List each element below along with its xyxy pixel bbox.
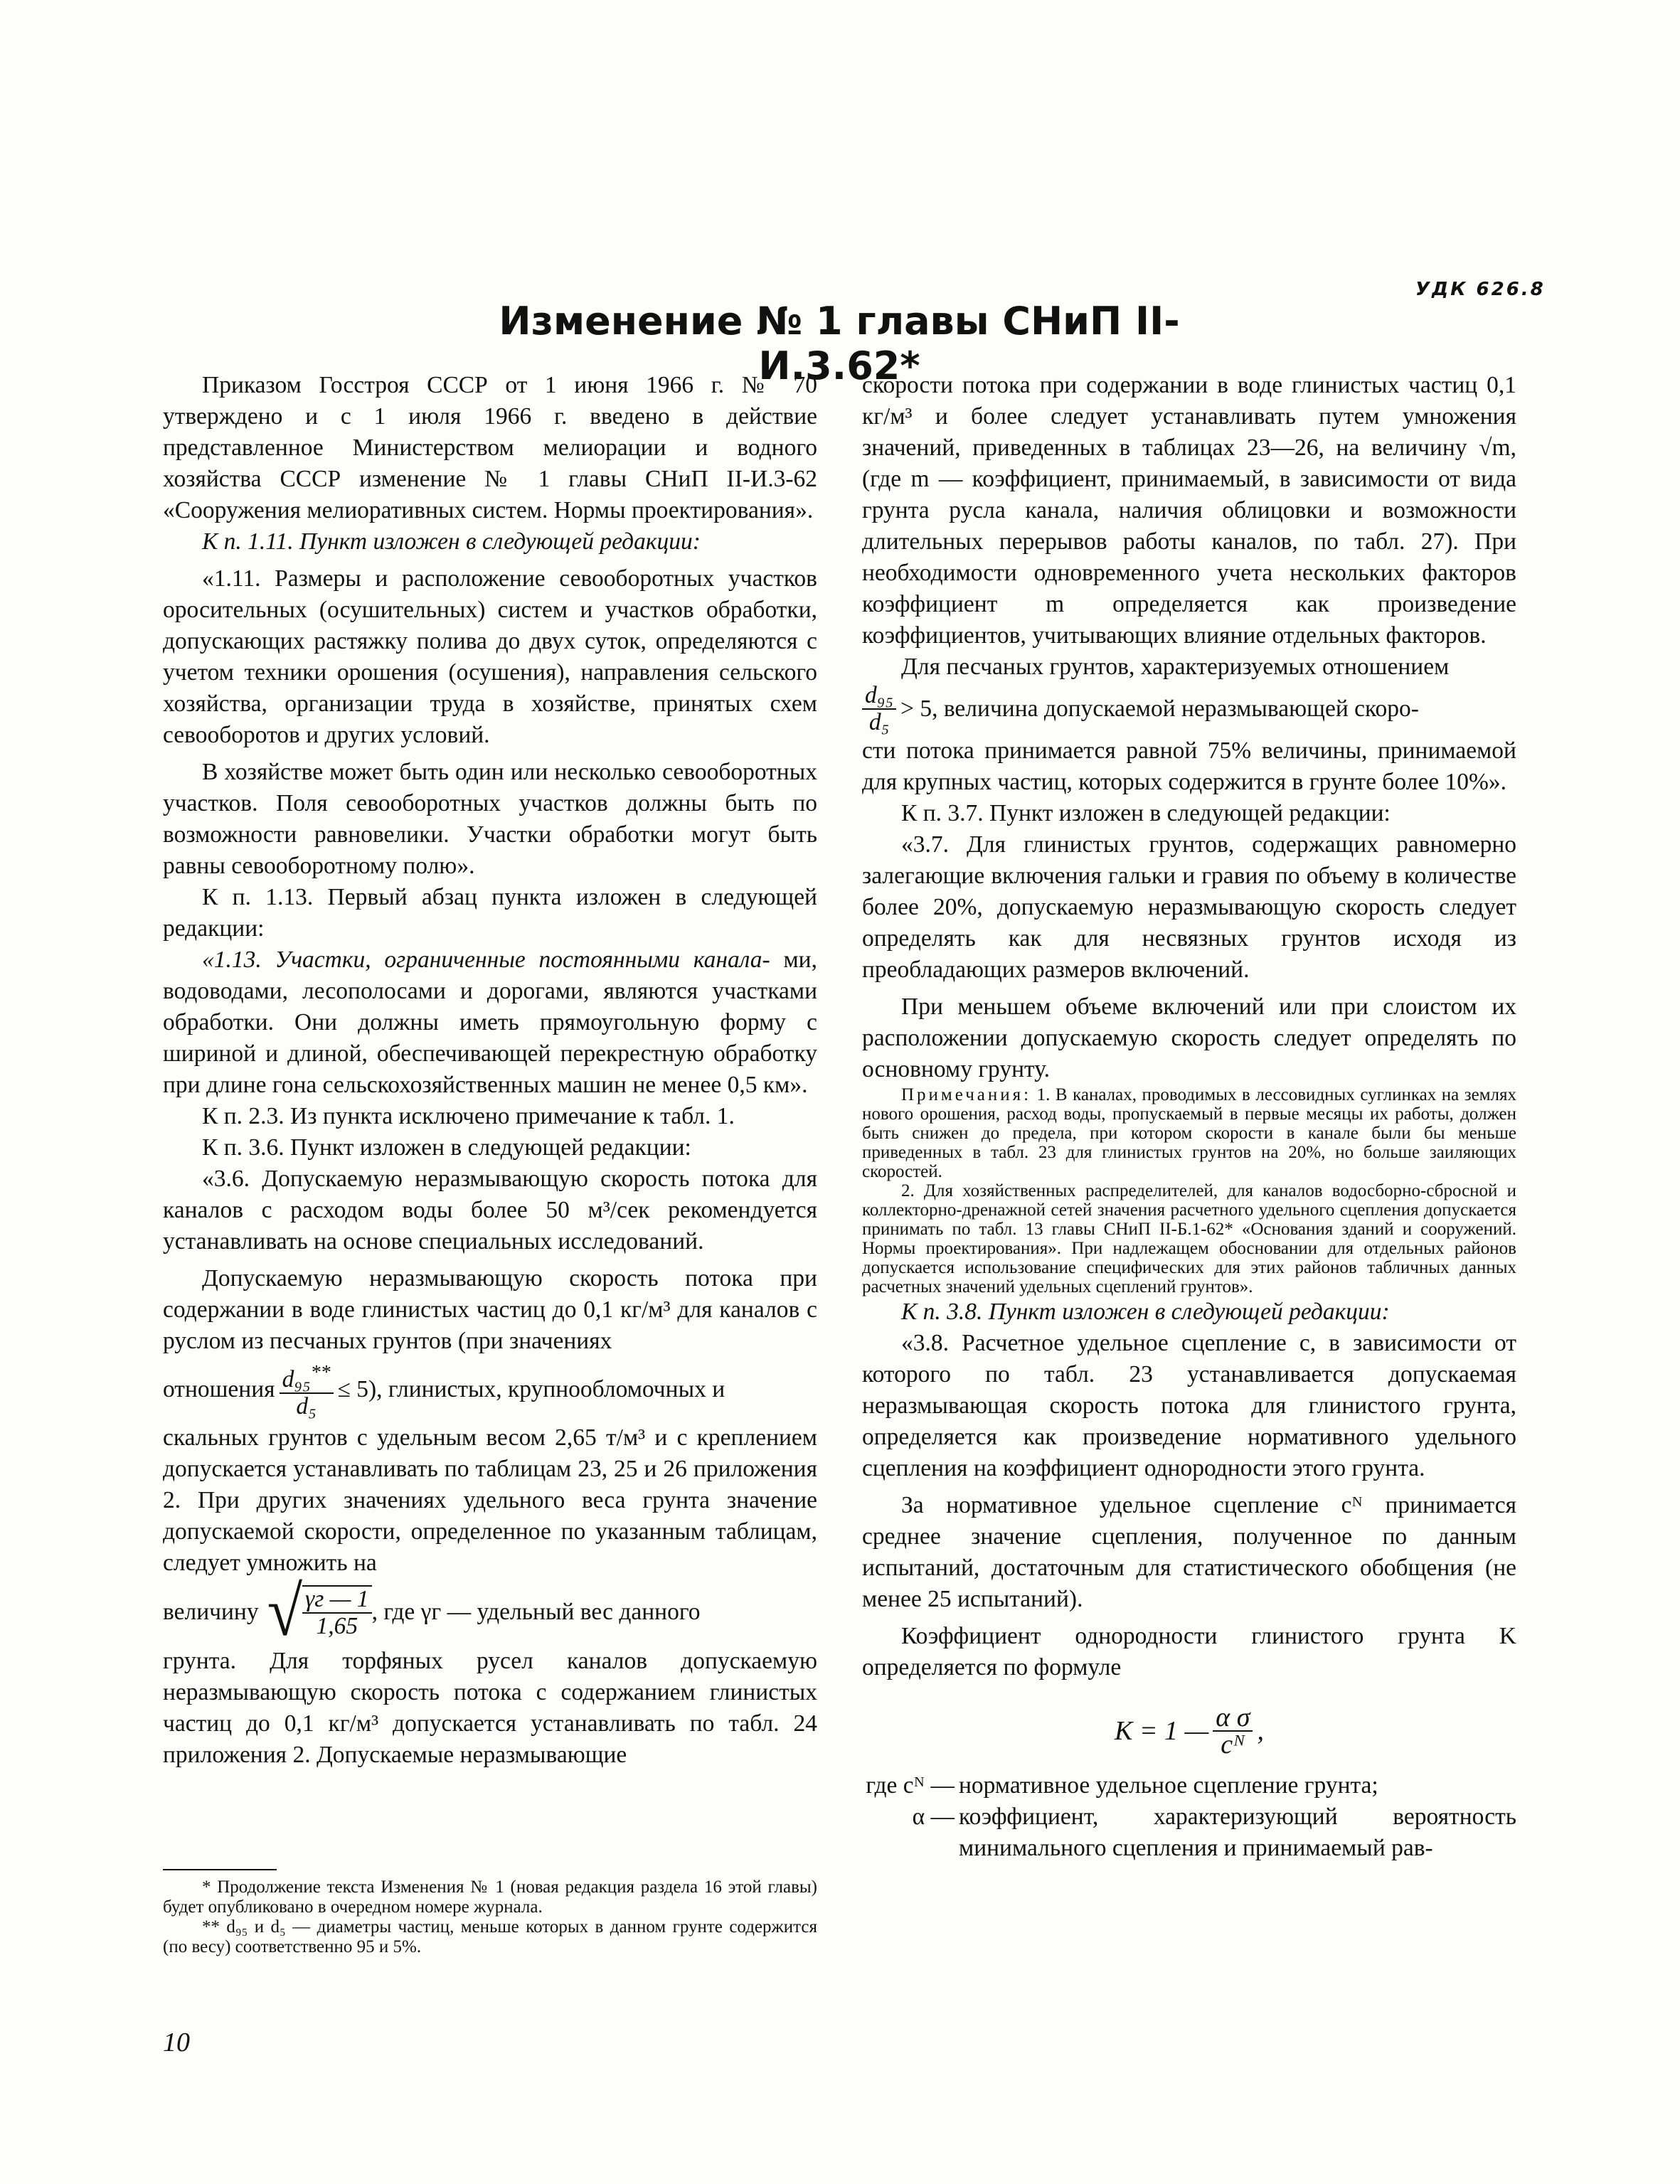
paragraph: скальных грунтов с удельным весом 2,65 т/м³ и с креплением допускается устанавливать по таблицам 23, 25 и 26 приложения 2. При других значениях удельного веса грунта значение допускаемой скорости, определенное по указанным таблицам, следует умножить на [163,1424,817,1577]
paragraph: «3.6. Допускаемую неразмывающую скорость потока для каналов с расходом воды более 50 м³/сек рекомендуется устанавливать на основе специальных исследований. [163,1166,817,1255]
fraction-denominator: d₅ [296,1393,317,1420]
footnote: ** d₉₅ и d₅ — диаметры частиц, меньше которых в данном грунте содержится (по весу) соответственно 95 и 5%. [163,1917,817,1956]
paragraph: Приказом Госстроя СССР от 1 июня 1966 г. № 70 утверждено и с 1 июля 1966 г. введено в действие представленное Министерством мелиорации и водного хозяйства СССР изменение № 1 главы СНиП II-И.3-62 «Сооружения мелиоративных систем. Нормы проектирования». [163,372,817,523]
paragraph: При меньшем объеме включений или при слоистом их расположении допускаемую скорость следует определять по основному грунту. [862,994,1516,1082]
paragraph: Допускаемую неразмывающую скорость потока при содержании в воде глинистых частиц до 0,1 кг/м³ для каналов с руслом из песчаных грунтов (при значениях [163,1265,817,1354]
ratio-formula-line [862,683,1516,735]
formula-prefix: величину [163,1599,259,1626]
formula-lhs: K = 1 — [1115,1716,1209,1746]
footnotes [163,1877,817,1957]
formula-suffix: , где γг — удельный вес данного [371,1599,701,1626]
fraction-footnote-mark: ** [310,1361,331,1383]
formula-suffix: > 5, величина допускаемой неразмывающей скоро- [900,696,1419,722]
definition-row [862,1801,1516,1864]
page-title: Изменение № 1 главы СНиП II-И.3.62* [499,299,1180,388]
paragraph: «1.11. Размеры и расположение севооборотных участков оросительных (осушительных) систем и участков обработки, допускающих растяжку полива до двух суток, определяются с учетом техники орошения (осушения), направления сельского хозяйства, организации труда в хозяйстве, принятых схем севооборотов и других условий. [163,565,817,748]
ratio-formula-line [163,1360,817,1419]
paragraph: За нормативное удельное сцепление сᴺ принимается среднее значение сцепления, полученное по данным испытаний, достаточным для статистического обобщения (не менее 25 испытаний). [862,1492,1516,1612]
paragraph-em: «1.13. Участки, ограниченные постоянными канала- [202,947,770,973]
footnote: * Продолжение текста Изменения № 1 (новая редакция раздела 16 этой главы) будет опубликовано в очередном номере журнала. [163,1877,817,1917]
formula-numerator: α σ [1213,1705,1253,1732]
ratio-fraction [280,1360,334,1419]
paragraph: «3.8. Расчетное удельное сцепление с, в зависимости от которого по табл. 23 устанавливается допускаемая неразмывающая скорость потока для глинистого грунта, определяется как произведение нормативного удельного сцепления на коэффициент однородности этого грунта. [862,1330,1516,1481]
definition-symbol: α — [912,1804,955,1830]
udk-code: УДК 626.8 [1415,279,1546,300]
definitions [862,1770,1516,1864]
ratio-fraction [862,683,896,735]
formula-denominator: cᴺ [1221,1730,1245,1759]
paragraph: скорости потока при содержании в воде глинистых частиц 0,1 кг/м³ и более следует устанавливать путем умножения значений, приведенных в таблицах 23—26, на величину √m, (где m — коэффициент, принимаемый, в зависимости от вида грунта русла канала, наличия облицовки и возможности длительных перерывов работы каналов, по табл. 27). При необходимости одновременного учета нескольких факторов коэффициент m определяется как произведение коэффициентов, учитывающих влияние отдельных факторов. [862,372,1516,649]
definition-text: коэффициент, характеризующий вероятность минимального сцепления и принимаемый рав- [959,1804,1516,1861]
definition-symbol: где cᴺ — [866,1772,955,1799]
paragraph-heading: К п. 3.8. Пункт изложен в следующей редакции: [901,1299,1390,1325]
page-number: 10 [163,2028,190,2057]
paragraph: грунта. Для торфяных русел каналов допускаемую неразмывающую скорость потока с содержанием глинистых частиц до 0,1 кг/м³ допускается устанавливать по табл. 24 приложения 2. Допускаемые неразмывающие [163,1648,817,1769]
paragraph-heading: К п. 3.6. Пункт изложен в следующей редакции: [202,1134,691,1161]
sqrt-denominator: 1,65 [316,1613,358,1640]
paragraph-heading: К п. 1.13. Первый абзац пункта изложен в следующей редакции: [163,884,817,942]
paragraph: Коэффициент однородности глинистого грунта K определяется по формуле [862,1623,1516,1680]
paragraph: сти потока принимается равной 75% величины, принимаемой для крупных частиц, которых содержится в грунте более 10%». [862,737,1516,795]
footnote-divider [163,1869,277,1870]
fraction-numerator: d₉₅ [862,683,896,710]
paragraph-heading: К п. 3.7. Пункт изложен в следующей редакции: [901,800,1391,826]
formula-prefix: отношения [163,1376,275,1403]
paragraph [163,944,817,1101]
homogeneity-formula [862,1705,1516,1757]
formula-suffix: ≤ 5), глинистых, крупнообломочных и [337,1376,725,1403]
paragraph-text: ми, водоводами, лесополосами и дорогами, являются участками обработки. Они должны иметь прямоугольную форму с шириной и длиной, обеспечивающей перекрестную обработку при длине гона сельскохозяйственных машин не менее 0,5 км». [163,947,817,1098]
formula-tail: , [1257,1716,1264,1746]
fraction-numerator: d₉₅ [282,1366,311,1393]
note [862,1085,1516,1181]
right-column [862,370,1516,1864]
definition-text: нормативное удельное сцепление грунта; [959,1772,1378,1799]
sqrt-expression [267,1573,372,1651]
fraction-denominator: d₅ [868,709,890,735]
left-column [163,370,817,1771]
paragraph: В хозяйстве может быть один или несколько севооборотных участков. Поля севооборотных участков должны быть по возможности равновелики. Участки обработки могут быть равны севооборотному полю». [163,759,817,879]
note-text: 1. В каналах, проводимых в лессовидных суглинках на землях нового орошения, расход воды, пропускаемый в первые месяцы их работы, должен быть снижен до предела, при котором скорости в канале были бы меньше приведенных в табл. 23 для глинистых грунтов на 20%, но больше заиляющих скоростей. [862,1085,1516,1181]
paragraph: «3.7. Для глинистых грунтов, содержащих равномерно залегающие включения гальки и гравия по объему в количестве более 20%, допускаемую неразмывающую скорость следует определять как для несвязных грунтов исходя из преобладающих размеров включений. [862,831,1516,983]
paragraph-heading: К п. 2.3. Из пункта исключено примечание к табл. 1. [202,1103,735,1129]
sqrt-formula-line [163,1573,817,1651]
radical-sign-icon: √ [267,1573,302,1651]
sqrt-numerator: γг — 1 [302,1587,372,1614]
definition-row [862,1770,1516,1801]
note: 2. Для хозяйственных распределителей, для каналов водосборно-сбросной и коллекторно-дренажной сетей значения расчетного удельного сцепления допускается принимать по табл. 13 главы СНиП II-Б.1-62* «Основания зданий и сооружений. Нормы проектирования». При надлежащем обосновании для отдельных районов допускается использование специфических для этих районов табличных данных расчетных значений удельных сцеплений грунтов». [862,1181,1516,1296]
note-label: Примечания: [901,1085,1032,1104]
paragraph: Для песчаных грунтов, характеризуемых отношением [901,654,1450,680]
paragraph-heading: К п. 1.11. Пункт изложен в следующей редакции: [202,528,701,555]
formula-fraction [1213,1705,1253,1757]
